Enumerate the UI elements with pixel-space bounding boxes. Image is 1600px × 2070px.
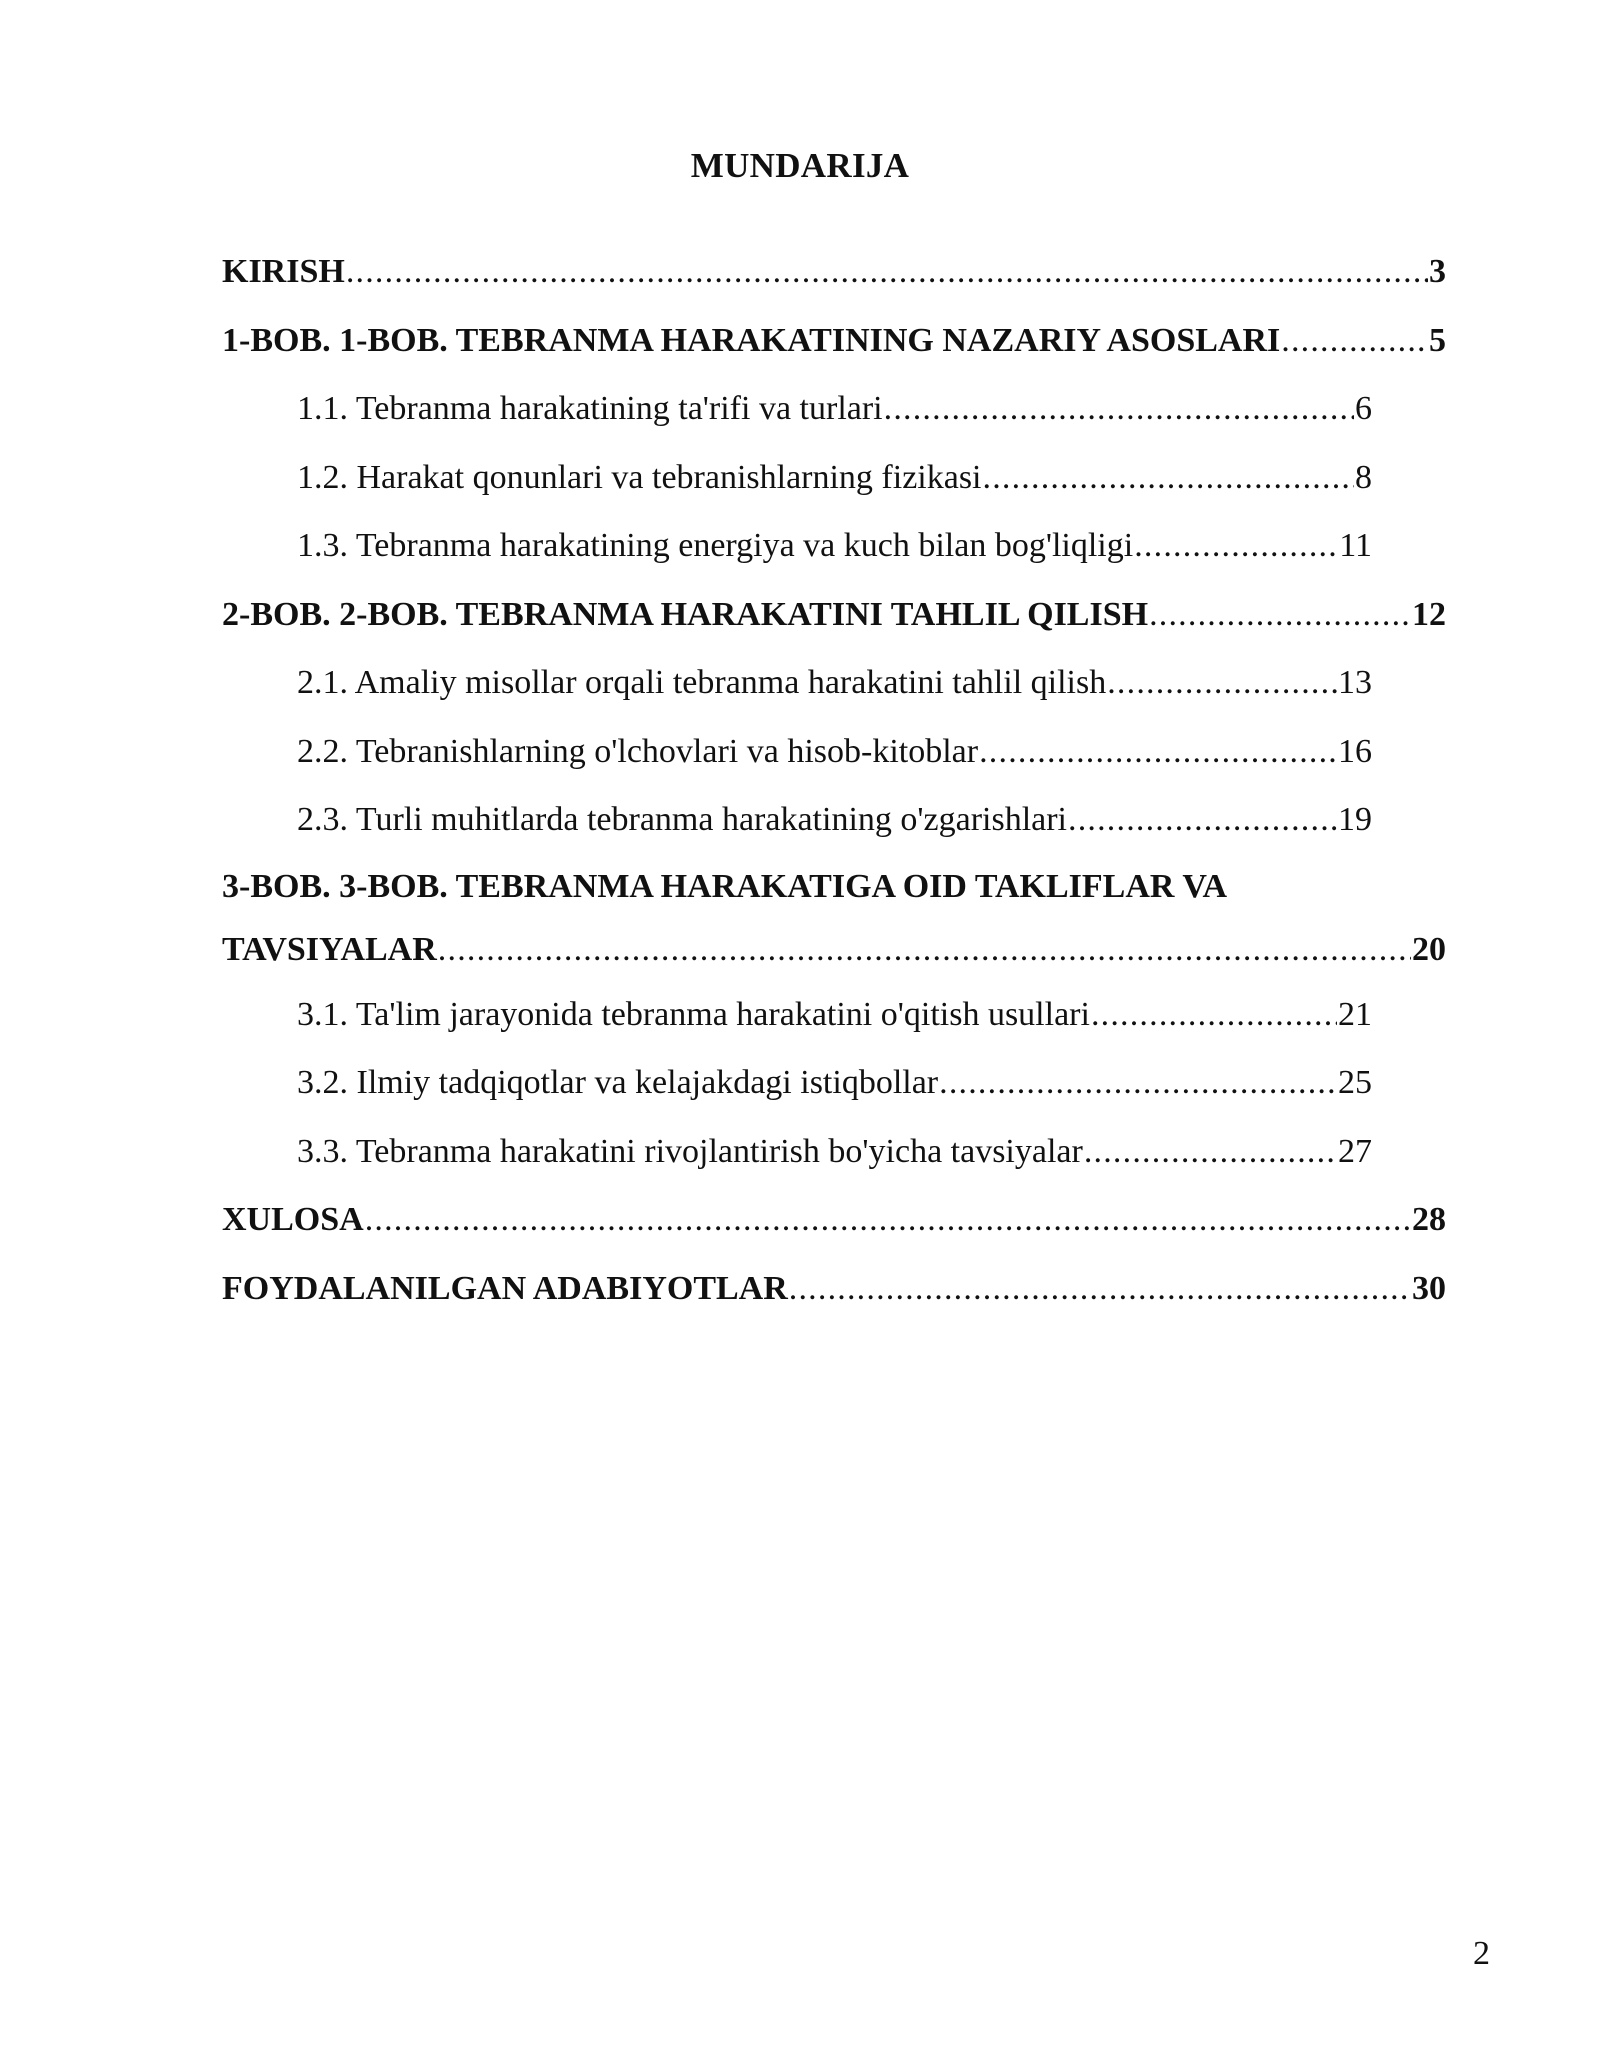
toc-entry-label: 2.1. Amaliy misollar orqali tebranma harakatini tahlil qilish: [297, 664, 1107, 701]
dot-leader: [939, 1049, 1337, 1118]
toc-entry-page: 25: [1338, 1064, 1372, 1101]
toc-entry-section-2-1: [297, 649, 1372, 718]
dot-leader: [438, 918, 1411, 981]
toc-entry-label: 1.1. Tebranma harakatining ta'rifi va turlari: [297, 390, 883, 427]
toc-entry-section-2-3: [297, 786, 1372, 855]
toc-entry-page: 8: [1355, 458, 1372, 496]
dot-leader: [365, 1186, 1411, 1255]
toc-entry-label: 1.2. Harakat qonunlari va tebranishlarning fizikasi: [297, 458, 982, 496]
toc-entry-label: 2.2. Tebranishlarning o'lchovlari va hisob-kitoblar: [297, 732, 979, 770]
dot-leader: [1281, 307, 1428, 376]
toc-entry-label: 2.3. Turli muhitlarda tebranma harakatining o'zgarishlari: [297, 801, 1067, 838]
toc-entry-label: FOYDALANILGAN ADABIYOTLAR: [222, 1269, 788, 1307]
toc-entry-chapter-2: [222, 581, 1446, 650]
toc-entry-page: 27: [1338, 1132, 1372, 1170]
table-of-contents: [222, 238, 1446, 1323]
toc-entry-page: 6: [1355, 390, 1372, 427]
toc-entry-label: XULOSA: [222, 1201, 364, 1238]
toc-entry-page: 3: [1429, 253, 1446, 290]
toc-entry-label-line1: 3-BOB. 3-BOB. TEBRANMA HARAKATIGA OID TAKLIFLAR VA: [222, 867, 1228, 905]
toc-entry-kirish: [222, 238, 1446, 307]
dot-leader: [789, 1255, 1411, 1324]
toc-entry-section-1-3: [297, 512, 1372, 581]
dot-leader: [1107, 649, 1337, 718]
toc-entry-page: 5: [1429, 321, 1446, 359]
toc-entry-chapter-1: [222, 307, 1446, 376]
toc-entry-page: 13: [1338, 664, 1372, 701]
dot-leader: [1149, 581, 1411, 650]
page-number: 2: [1473, 1935, 1490, 1972]
toc-entry-page: 21: [1338, 995, 1372, 1033]
dot-leader: [1134, 512, 1338, 581]
toc-title: MUNDARIJA: [690, 146, 910, 185]
dot-leader: [983, 444, 1355, 513]
toc-entry-page: 11: [1339, 527, 1372, 564]
toc-entry-label: 1-BOB. 1-BOB. TEBRANMA HARAKATINING NAZARIY ASOSLARI: [222, 321, 1281, 359]
toc-entry-section-3-3: [297, 1118, 1372, 1187]
toc-entry-chapter-3: [222, 855, 1446, 981]
toc-entry-label: 3.2. Ilmiy tadqiqotlar va kelajakdagi istiqbollar: [297, 1064, 939, 1101]
toc-entry-page: 30: [1412, 1269, 1446, 1307]
toc-entry-adabiyotlar: [222, 1255, 1446, 1324]
toc-entry-section-3-1: [297, 981, 1372, 1050]
dot-leader: [346, 238, 1428, 307]
toc-entry-line2: [222, 918, 1446, 981]
toc-entry-page: 16: [1338, 732, 1372, 770]
dot-leader: [1068, 786, 1337, 855]
toc-entry-section-2-2: [297, 718, 1372, 787]
dot-leader: [979, 718, 1337, 787]
toc-entry-xulosa: [222, 1186, 1446, 1255]
toc-entry-label: 2-BOB. 2-BOB. TEBRANMA HARAKATINI TAHLIL QILISH: [222, 595, 1149, 633]
toc-entry-section-1-1: [297, 375, 1372, 444]
dot-leader: [1084, 1118, 1337, 1187]
toc-entry-label: 3.3. Tebranma harakatini rivojlantirish bo'yicha tavsiyalar: [297, 1132, 1083, 1170]
dot-leader: [1091, 981, 1337, 1050]
toc-entry-page: 19: [1338, 801, 1372, 838]
toc-entry-page: 12: [1412, 595, 1446, 633]
toc-entry-section-3-2: [297, 1049, 1372, 1118]
toc-entry-label: 3.1. Ta'lim jarayonida tebranma harakatini o'qitish usullari: [297, 995, 1090, 1033]
dot-leader: [884, 375, 1354, 444]
toc-entry-label: 1.3. Tebranma harakatining energiya va kuch bilan bog'liqligi: [297, 527, 1134, 564]
toc-entry-page: 28: [1412, 1201, 1446, 1238]
toc-entry-label: KIRISH: [222, 253, 345, 290]
toc-entry-label-line2: TAVSIYALAR: [222, 930, 437, 968]
toc-entry-section-1-2: [297, 444, 1372, 513]
toc-entry-page: 20: [1412, 930, 1446, 968]
